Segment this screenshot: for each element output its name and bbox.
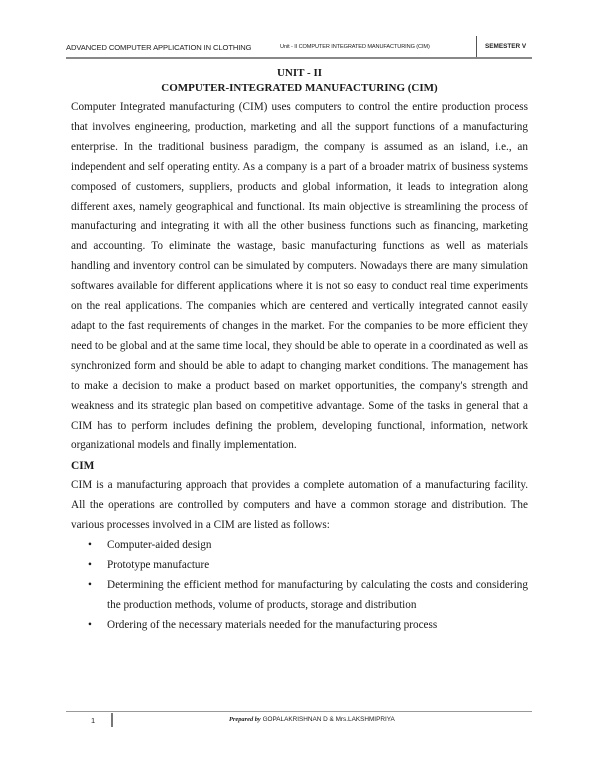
header-semester: SEMESTER V [485, 43, 527, 50]
list-item [71, 616, 528, 636]
bullet-icon: • [88, 618, 92, 631]
bullet-icon: • [88, 578, 92, 591]
cim-heading: CIM [71, 460, 95, 473]
list-item-text: Prototype manufacture [107, 558, 210, 571]
intro-paragraph: Computer Integrated manufacturing (CIM) uses computers to control the entire production process that involves engineering, production, marketing and all the support functions of a manufacturing enterprise. In the traditional business paradigm, the company is assumed as an island, i.e., an independent and self operating entity. As a company is a part of a broader matrix of business systems composed of customers, suppliers, products and global information, it leads to integration along different axes, namely geographical and functional. Its main objective is streamlining the process of manufacturing and integrating it with all the other business functions such as financing, marketing and accounting. To eliminate the wastage, basic manufacturing functions as well as materials handling and inventory control can be simulated by computers. Nowadays there are many simulation softwares available for different applications where it is not so easy to conduct real time experiments on the real applications. The companies which are centered and vertically integrated cannot easily adapt to the fast requirements of changes in the market. For the companies to be more efficient they need to be global and at the same time local, they should be able to operate in a coordinated as well as synchronized form and should be able to adapt to changing market conditions. The management has to make a decision to make a product based on market opportunities, the company's strength and weakness and its strategic plan based on competitive advantage. Some of the tasks in general that a CIM has to perform includes defining the problem, developing functional, information, network organizational models and finally implementation. [71, 101, 528, 452]
list-item [71, 536, 528, 556]
process-list [71, 536, 528, 636]
main-heading: COMPUTER-INTEGRATED MANUFACTURING (CIM) [161, 82, 438, 94]
unit-heading: UNIT - II [276, 67, 323, 79]
page-number: 1 [91, 716, 96, 725]
header-course-title: ADVANCED COMPUTER APPLICATION IN CLOTHING [66, 43, 252, 52]
list-item [71, 576, 528, 616]
list-item-text: Determining the efficient method for manufacturing by calculating the costs and considering the production methods, volume of products, storage and distribution [107, 578, 528, 611]
header-rule [66, 57, 532, 59]
list-item-text: Computer-aided design [107, 539, 212, 552]
list-item [71, 556, 528, 576]
header-unit-title: Unit - II COMPUTER INTEGRATED MANUFACTURING (CIM) [280, 44, 430, 50]
bullet-icon: • [88, 539, 92, 552]
footer-divider [111, 713, 113, 727]
header-divider [476, 36, 477, 58]
bullet-icon: • [88, 558, 92, 571]
footer-rule [66, 711, 532, 712]
footer-credits [229, 716, 395, 723]
prepared-by-names: GOPALAKRISHNAN D & Mrs.LAKSHMIPRIYA [262, 716, 395, 723]
list-item-text: Ordering of the necessary materials needed for the manufacturing process [107, 618, 438, 631]
prepared-by-label: Prepared by [229, 716, 261, 723]
cim-paragraph: CIM is a manufacturing approach that provides a complete automation of a manufacturing facility. All the operations are controlled by computers and have a common storage and distribution. The various processes involved in a CIM are listed as follows: [71, 479, 528, 532]
document-body [71, 66, 528, 636]
